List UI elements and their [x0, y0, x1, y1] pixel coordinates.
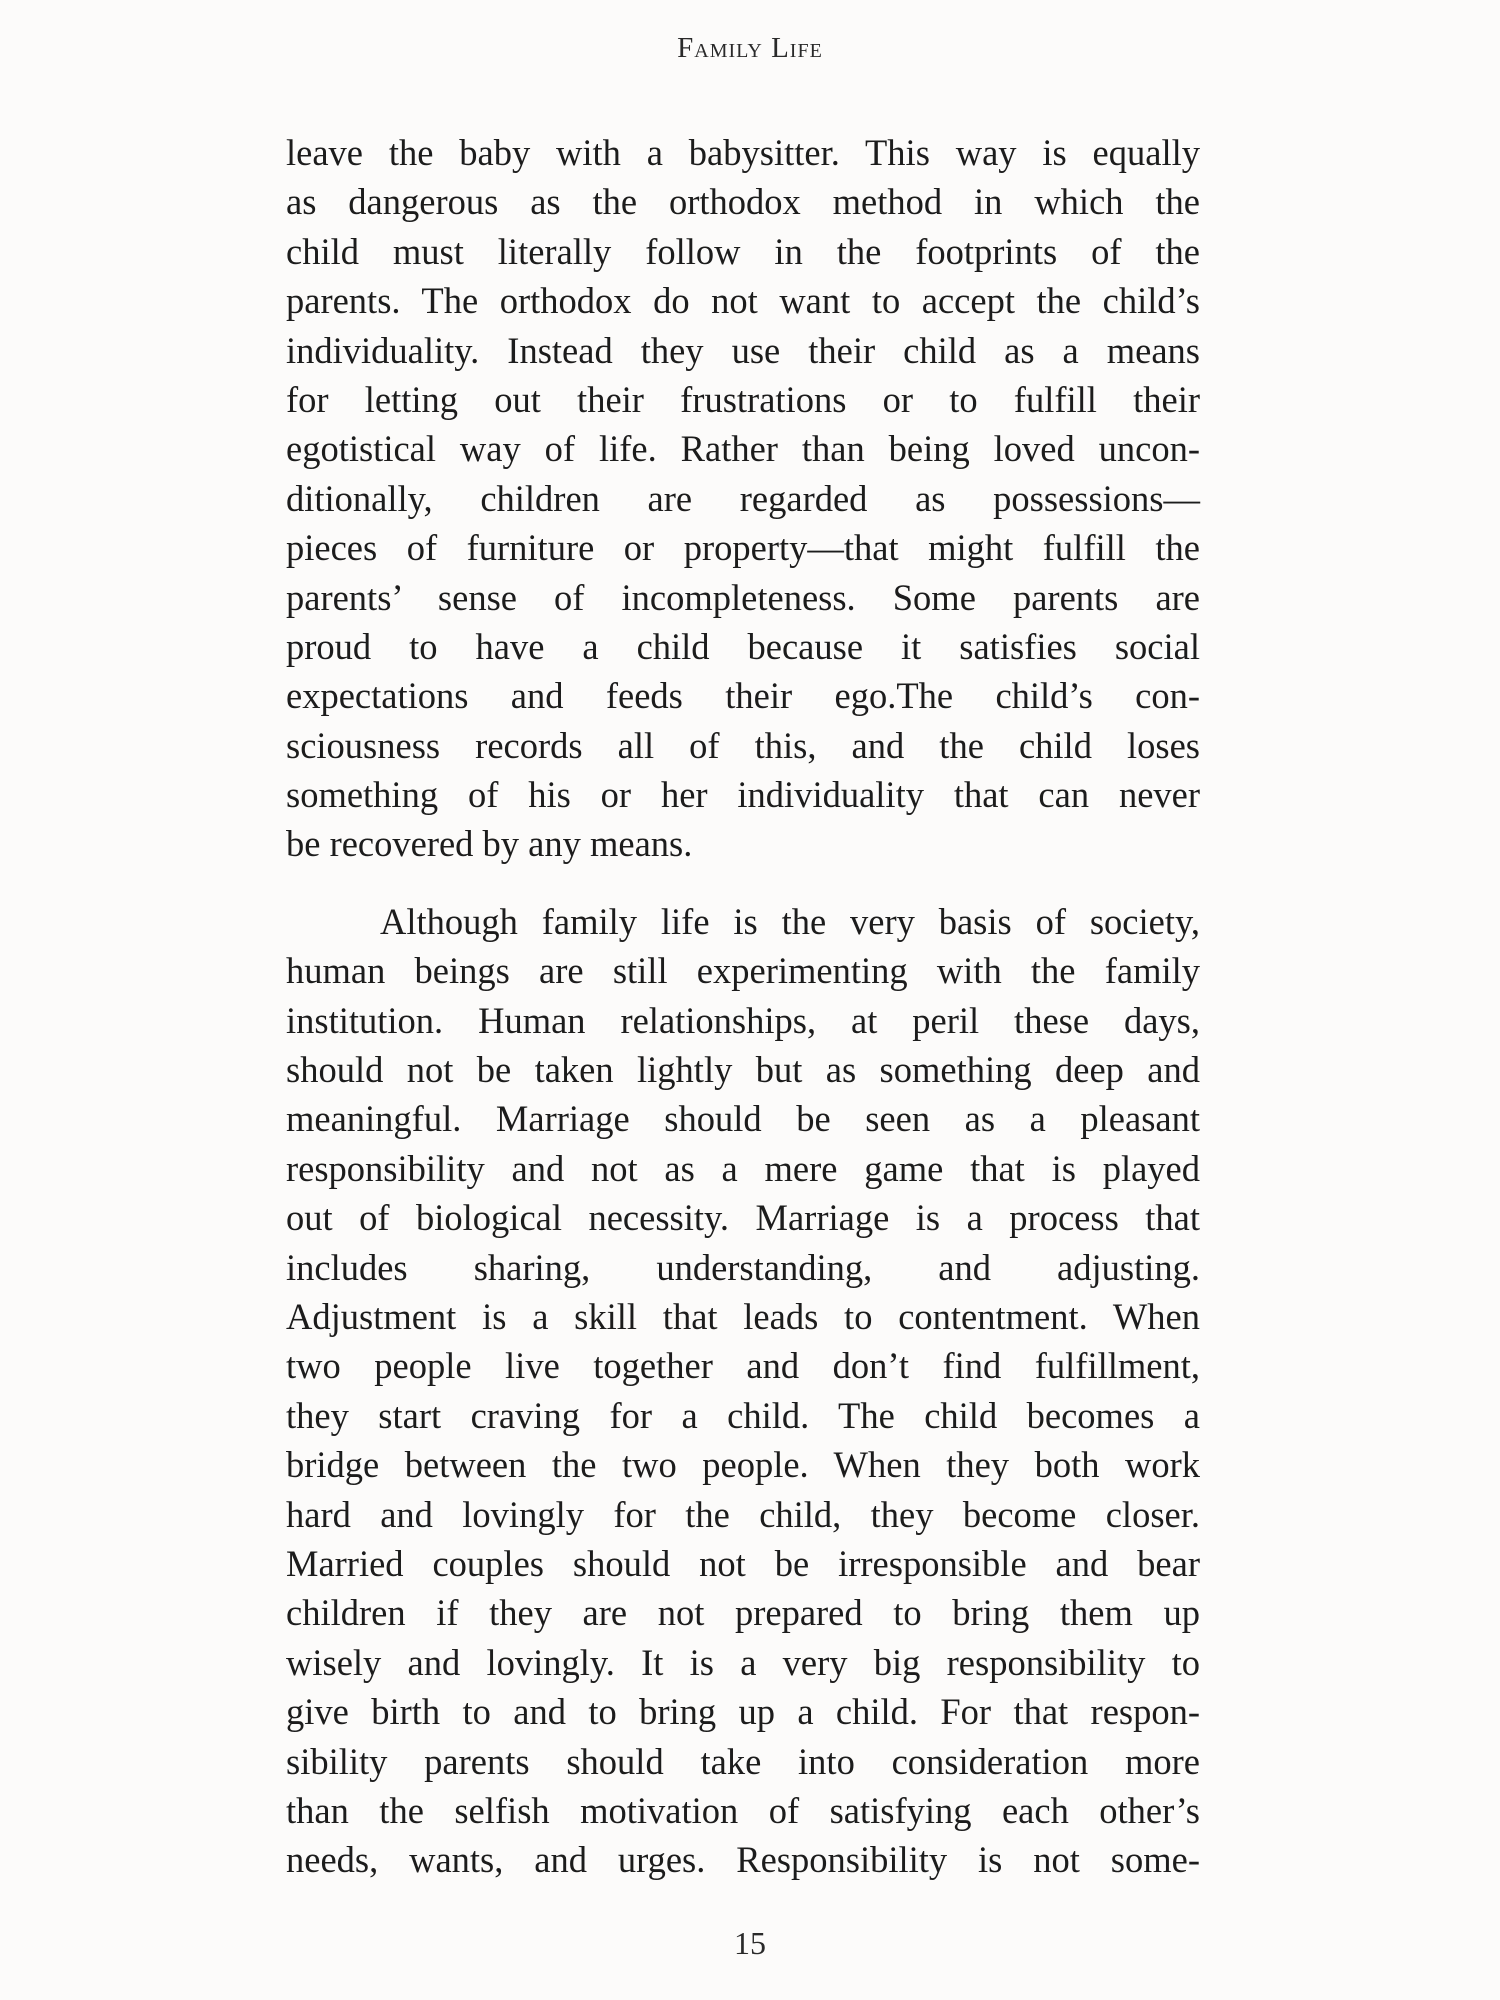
- text-line: egotistical way of life. Rather than being loved uncon-: [286, 428, 1200, 470]
- page-number: 15: [734, 1925, 766, 1961]
- text-line: proud to have a child because it satisfies social: [286, 625, 1200, 667]
- text-line: child must literally follow in the footprints of the: [286, 230, 1200, 272]
- text-line: meaningful. Marriage should be seen as a pleasant: [286, 1098, 1200, 1140]
- text-line: individuality. Instead they use their child as a means: [286, 329, 1200, 371]
- text-line: sciousness records all of this, and the child loses: [286, 724, 1200, 766]
- text-line: wisely and lovingly. It is a very big responsibility to: [286, 1641, 1200, 1683]
- text-line: they start craving for a child. The child becomes a: [286, 1394, 1200, 1436]
- text-line: be recovered by any means.: [286, 823, 693, 865]
- body-text: [286, 128, 1200, 1885]
- text-line: Although family life is the very basis of society,: [380, 900, 1200, 942]
- text-line: as dangerous as the orthodox method in which the: [286, 181, 1200, 223]
- text-line: institution. Human relationships, at peril these days,: [286, 999, 1200, 1041]
- text-line: hard and lovingly for the child, they become closer.: [286, 1493, 1200, 1535]
- text-line: needs, wants, and urges. Responsibility is not some-: [286, 1839, 1200, 1881]
- text-line: Married couples should not be irresponsible and bear: [286, 1542, 1200, 1584]
- text-line: parents. The orthodox do not want to accept the child’s: [286, 280, 1200, 322]
- text-line: out of biological necessity. Marriage is a process that: [286, 1197, 1200, 1239]
- text-line: for letting out their frustrations or to fulfill their: [286, 378, 1200, 420]
- text-line: give birth to and to bring up a child. For that respon-: [286, 1691, 1200, 1733]
- text-line: bridge between the two people. When they both work: [286, 1444, 1200, 1486]
- paragraph-2: [286, 897, 1200, 1885]
- text-line: pieces of furniture or property—that might fulfill the: [286, 527, 1200, 569]
- text-line: than the selfish motivation of satisfying each other’s: [286, 1789, 1200, 1831]
- running-head: Family Life: [677, 32, 823, 64]
- text-line: parents’ sense of incompleteness. Some parents are: [286, 576, 1200, 618]
- text-line: should not be taken lightly but as something deep and: [286, 1049, 1200, 1091]
- paragraph-1: [286, 128, 1200, 869]
- text-line: children if they are not prepared to bring them up: [286, 1592, 1200, 1634]
- text-line: responsibility and not as a mere game that is played: [286, 1147, 1200, 1189]
- text-line: two people live together and don’t find fulfillment,: [286, 1345, 1200, 1387]
- text-line: human beings are still experimenting with the family: [286, 950, 1200, 992]
- text-line: leave the baby with a babysitter. This way is equally: [286, 132, 1200, 173]
- paragraph-gap: [286, 869, 1200, 897]
- text-line: ditionally, children are regarded as possessions—: [286, 477, 1200, 519]
- text-line: something of his or her individuality that can never: [286, 774, 1200, 816]
- text-line: sibility parents should take into consideration more: [286, 1740, 1200, 1782]
- text-line: includes sharing, understanding, and adjusting.: [286, 1246, 1200, 1288]
- text-line: expectations and feeds their ego.The child’s con-: [286, 675, 1200, 717]
- text-line: Adjustment is a skill that leads to contentment. When: [286, 1295, 1200, 1337]
